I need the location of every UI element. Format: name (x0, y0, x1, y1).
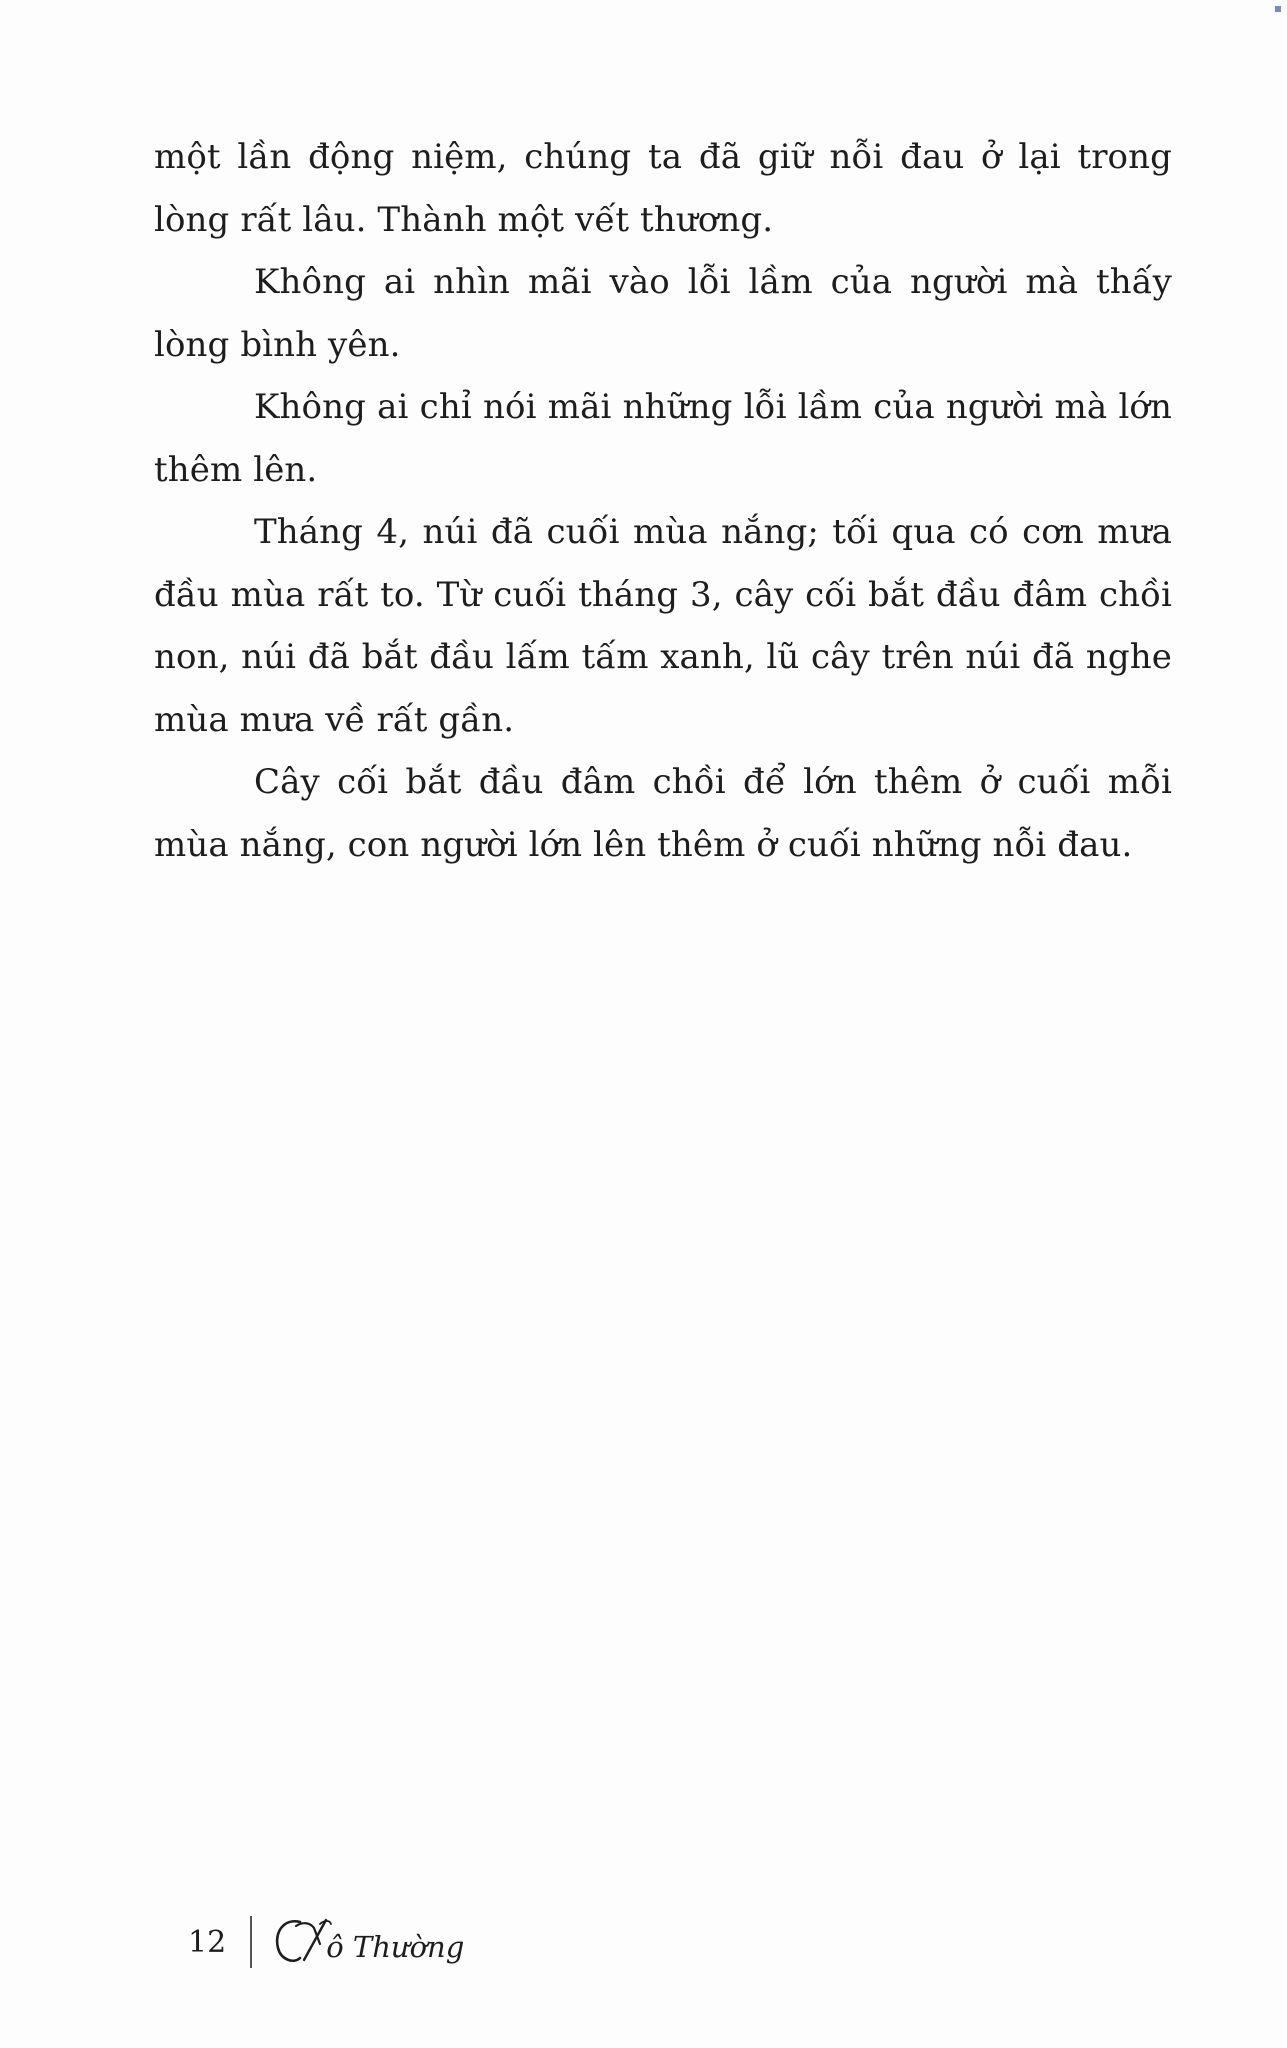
footer-divider (250, 1916, 252, 1968)
paragraph-5: Cây cối bắt đầu đâm chồi để lớn thêm ở cuối mỗi mùa nắng, con người lớn lên thêm ở cuối những nỗi đau. (154, 762, 1172, 865)
vo-monogram-logo (270, 1914, 332, 1970)
body-text (154, 126, 1172, 876)
paragraph-1: một lần động niệm, chúng ta đã giữ nỗi đau ở lại trong lòng rất lâu. Thành một vết thương. (154, 137, 1172, 240)
corner-mark (1275, 6, 1281, 12)
page-footer (188, 1914, 464, 1970)
paragraph-3: Không ai chỉ nói mãi những lỗi lầm của người mà lớn thêm lên. (154, 387, 1172, 490)
page-number: 12 (188, 1924, 227, 1960)
paragraph-4: Tháng 4, núi đã cuối mùa nắng; tối qua có cơn mưa đầu mùa rất to. Từ cuối tháng 3, cây cối bắt đầu đâm chồi non, núi đã bắt đầu lấm tấm xanh, lũ cây trên núi đã nghe mùa mưa về rất gần. (154, 512, 1172, 740)
book-title: ô Thường (326, 1930, 465, 1964)
paragraph-2: Không ai nhìn mãi vào lỗi lầm của người mà thấy lòng bình yên. (154, 262, 1172, 365)
